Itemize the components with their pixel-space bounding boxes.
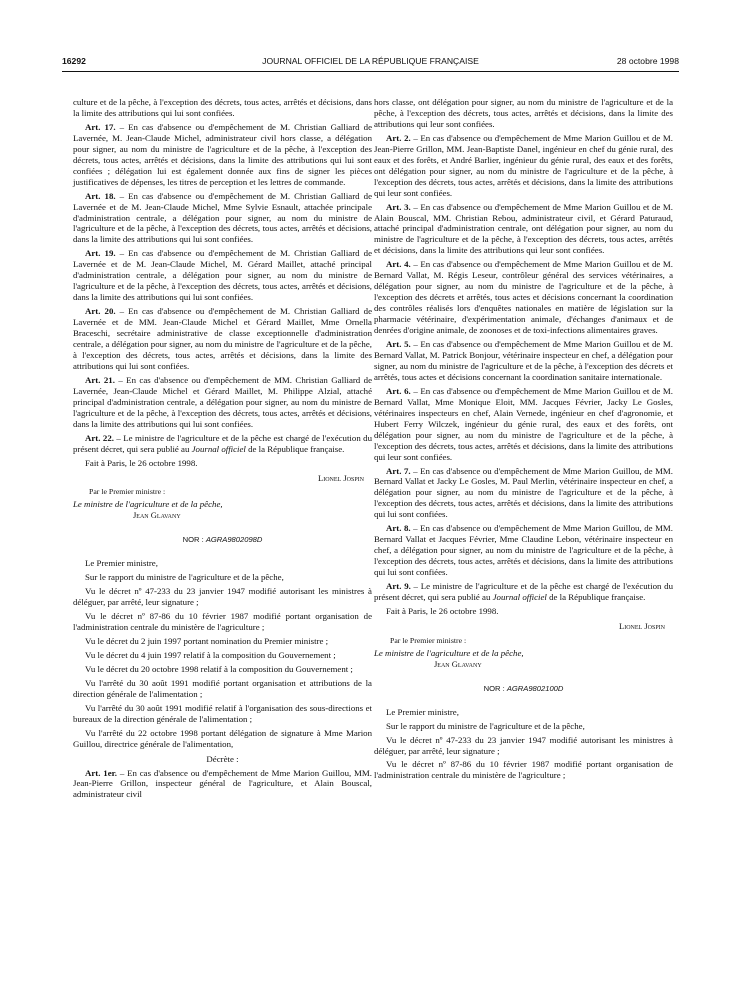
nor-code: AGRA9802098D [205,535,263,545]
decree-line: Vu le décret du 2 juin 1997 portant nomination du Premier ministre ; [85,635,329,646]
article-text: – En cas d'absence ou d'empêchement de Mme Marion Guillou et de M. Alain Bouscal, MM. Christian Rebou, administrateur civil, et Gérard Paturaud, attaché principal d'administration centrale, ont délégation pour signer, au nom du ministre de l'agriculture et de la pêche, à l'exception des décrets, tous actes, arrêtés et décisions, dans la limite des attributions qui leur sont confiées. [374,201,673,256]
decree-line: Vu le décret du 4 juin 1997 relatif à la composition du Gouvernement ; [85,649,336,660]
par-le-premier-ministre: Par le Premier ministre : [89,487,166,497]
minister-title: Le ministre de l'agriculture et de la pêche, [73,499,223,510]
nor-label: NOR : [483,683,507,693]
article-label: Art. 19. [85,248,116,259]
decree-line: Vu l'arrêté du 22 octobre 1998 portant délégation de signature à Mme Marion Guillou, directrice générale de l'alimentation, [73,727,372,749]
article-text: – En cas d'absence ou d'empêchement de Mme Marion Guillou et de M. Jean-Pierre Grillon, MM. Jean-Baptiste Danel, ingénieur en chef du génie rural, des eaux et des forêts, et André Barlier, ingénieur du génie rural, des eaux et des forêts, ont délégation pour signer, au nom du ministre de l'agriculture et de la pêche, à l'exception des décrets, tous actes, arrêtés et décisions, dans la limite des attributions qui leur sont confiées. [374,132,673,198]
minister-title: Le ministre de l'agriculture et de la pêche, [374,647,524,658]
article-text: – En cas d'absence ou d'empêchement de Mme Marion Guillou et de M. Bernard Vallat, Mme Monique Eloit, MM. Jacques Février, Jacky Le Gosles, vétérinaires inspecteurs en chef, Alain Vernede, ingénieur en chef d'agronomie, et Hubert Ferry Wilczek, ingénieur du génie rural, des eaux et des forêts, ont délégation pour signer, au nom du ministre de l'agriculture et de la pêche, à l'exception des décrets, tous actes, arrêtés et décisions, dans la limite des attributions qui leur sont confiées. [374,385,673,462]
decree-line: Vu le décret du 20 octobre 1998 relatif à la composition du Gouvernement ; [85,663,353,674]
journal-title: JOURNAL OFFICIEL DE LA RÉPUBLIQUE FRANÇAISE [262,56,479,66]
article-9 [374,581,673,603]
minister-name: Jean Glavany [434,658,482,669]
signature: Lionel Jospin [318,472,364,483]
article-label: Art. 7. [386,465,411,476]
page-number: 16292 [62,56,86,66]
page-header [62,56,679,72]
article-text: – Le ministre de l'agriculture et de la pêche est chargé de l'exécution du présent décret, qui sera publié au [374,581,673,602]
article-label: Art. 2. [386,132,411,143]
article-8 [374,523,673,578]
article-label: Art. 6. [386,385,411,396]
article-label: Art. 22. [85,432,114,443]
article-4 [374,259,673,336]
article-label: Art. 3. [386,201,411,212]
header-rule [62,71,679,72]
article-5 [374,339,673,383]
article-label: Art. 21. [85,374,115,385]
decree-line: Vu le décret nº 47-233 du 23 janvier 1947 modifié autorisant les ministres à déléguer, par arrêté, leur signature ; [73,586,372,608]
fait-a-paris: Fait à Paris, le 26 octobre 1998. [85,457,198,468]
article-text: – En cas d'absence ou d'empêchement de Mme Marion Guillou et de M. Bernard Vallat, M. Patrick Bonjour, vétérinaire inspecteur en chef, a délégation pour signer, au nom du ministre de l'agriculture et de la pêche, à l'exception des décrets et arrêtés, tous actes et décisions concernant la coordination sanitaire internationale. [374,339,673,382]
decree-line: Sur le rapport du ministre de l'agriculture et de la pêche, [85,572,284,583]
right-column [374,97,673,784]
issue-date: 28 octobre 1998 [616,56,679,66]
article-label: Art. 17. [85,121,116,132]
article-text: – En cas d'absence ou d'empêchement de M. Christian Galliard de Lavernée, M. Jean-Claude Michel, administrateur civil hors classe, a délégation pour signer, au nom du ministre de l'agriculture et de la pêche, à l'exception des décrets, tous actes, arrêtés et décisions, dans la limite des attributions qui lui sont confiées ; délégation lui est également donnée aux fins de signer les pièces justificatives de dépenses, les titres de perception et les lettres de commande. [73,121,372,187]
article-label: Art. 4. [386,259,411,270]
article-3 [374,202,673,257]
article-20 [73,306,372,372]
decrete: Décrète : [206,753,239,764]
nor-reference [73,535,372,546]
article-label: Art. 20. [85,306,116,317]
article-1 [73,768,372,801]
article-text: – En cas d'absence ou d'empêchement de Mme Marion Guillou, MM. Jean-Pierre Grillon, inspecteur général de l'agriculture, et Alain Bouscal, administrateur civil [73,767,372,800]
article-label: Art. 18. [85,190,116,201]
decree-line: Le Premier ministre, [386,706,459,717]
article-text: – En cas d'absence ou d'empêchement de Mme Marion Guillou, de MM. Bernard Vallat et Jacky Le Gosles, M. Paul Merlin, vétérinaire inspecteur en chef, a délégation pour signer, au nom du ministre de l'agriculture et de la pêche, à l'exception des décrets, tous actes, arrêtés et décisions, dans la limite des attributions qui lui sont confiées. [374,465,674,520]
article-label: Art. 9. [386,581,411,592]
par-le-premier-ministre: Par le Premier ministre : [390,635,467,645]
decree-line: Vu le décret nº 47-233 du 23 janvier 1947 modifié autorisant les ministres à déléguer, par arrêté, leur signature ; [374,734,673,756]
article-text: – En cas d'absence ou d'empêchement de Mme Marion Guillou, de MM. Bernard Vallat et Jacques Février, Mme Claudine Lebon, vétérinaire inspecteur en chef, a délégation pour signer, au nom du ministre de l'agriculture et de la pêche, à l'exception des décrets, tous actes, arrêtés et décisions, dans la limite des attributions qui lui sont confiées. [374,523,674,578]
article-text: – Le ministre de l'agriculture et de la pêche est chargé de l'exécution du présent décret, qui sera publié au [73,432,373,454]
article-2 [374,133,673,199]
nor-code: AGRA9802100D [506,683,564,693]
article-7 [374,466,673,521]
journal-officiel-ref: Journal officiel [492,591,547,602]
article-21 [73,375,372,430]
decree-line: Vu le décret nº 87-86 du 10 février 1987 modifié portant organisation de l'administration centrale du ministère de l'agriculture ; [73,611,372,633]
article-text: – En cas d'absence ou d'empêchement de MM. Christian Galliard de Lavernée, Jean-Claude Michel et Gérard Maillet, M. Philippe Alzial, attaché principal d'administration centrale, a délégation pour signer, au nom du ministre de l'agriculture et de la pêche, à l'exception des décrets, tous actes, arrêtés et décisions, dans la limite des attributions qui lui sont confiées. [73,374,372,429]
article-text: – En cas d'absence ou d'empêchement de M. Christian Galliard de Lavernée et de M. Jean-Claude Michel, Mme Sylvie Esnault, attachée principale d'administration centrale, a délégation pour signer, au nom du ministre de l'agriculture et de la pêche, à l'exception des décrets, tous actes, arrêtés et décisions, dans la limite des attributions qui lui sont confiées. [73,190,372,245]
decree-line: Vu l'arrêté du 30 août 1991 modifié portant organisation et attributions de la direction générale de l'alimentation ; [73,677,372,699]
decree-line: Vu le décret nº 87-86 du 10 février 1987 modifié portant organisation de l'administration centrale du ministère de l'agriculture ; [374,759,673,781]
article-text: de la République française. [245,443,345,454]
signature: Lionel Jospin [619,620,665,631]
paragraph: hors classe, ont délégation pour signer, au nom du ministre de l'agriculture et de la pêche, à l'exception des décrets, tous actes, arrêtés et décisions, dans la limite des attributions qui leur sont confiées. [374,97,673,129]
paragraph: culture et de la pêche, à l'exception des décrets, tous actes, arrêtés et décisions, dans la limite des attributions qui lui sont confiées. [73,97,372,118]
article-text: de la République française. [546,591,646,602]
article-text: – En cas d'absence ou d'empêchement de Mme Marion Guillou et de M. Bernard Vallat, M. Régis Leseur, contrôleur général des services vétérinaires, a délégation pour signer, au nom du ministre de l'agriculture et de la pêche, à l'exception des décrets et arrêtés, tous actes et décisions concernant la coordination des contrôles réalisés lors d'enquêtes nationales en matière de législation sur la pharmacie vétérinaire, d'expérimentation animale, d'échanges d'animaux et de denrées d'origine animale, de zoonoses et de toxi-infections alimentaires graves. [374,259,673,336]
decree-line: Le Premier ministre, [85,558,158,569]
article-22 [73,433,372,455]
article-label: Art. 1er. [85,767,117,778]
left-column [73,97,372,803]
article-label: Art. 8. [386,523,411,534]
nor-label: NOR : [182,535,206,545]
nor-reference [374,684,673,695]
article-18 [73,191,372,246]
article-text: – En cas d'absence ou d'empêchement de M. Christian Galliard de Lavernée et de M. Jean-Claude Michel, M. Gérard Maillet, attaché principal d'administration centrale, a délégation pour signer, au nom du ministre de l'agriculture et de la pêche, à l'exception des décrets, tous actes, arrêtés et décisions, dans la limite des attributions qui lui sont confiées. [73,248,372,303]
journal-officiel-ref: Journal officiel [191,443,246,454]
article-text: – En cas d'absence ou d'empêchement de M. Christian Galliard de Lavernée et de MM. Jean-Claude Michel et Gérard Maillet, Mme Ornella Braceschi, secrétaire administrative de classe exceptionnelle d'administration centrale, a délégation pour signer, au nom du ministre de l'agriculture et de la pêche, à l'exception des décrets, tous actes, arrêtés et décisions, dans la limite des attributions qui lui sont confiées. [73,306,372,371]
article-19 [73,248,372,303]
minister-name: Jean Glavany [133,510,181,521]
decree-line: Vu l'arrêté du 30 août 1991 modifié relatif à l'organisation des sous-directions et bureaux de la direction générale de l'alimentation ; [73,702,372,724]
article-label: Art. 5. [386,339,411,350]
article-6 [374,386,673,463]
decree-line: Sur le rapport du ministre de l'agriculture et de la pêche, [386,720,585,731]
article-17 [73,122,372,188]
fait-a-paris: Fait à Paris, le 26 octobre 1998. [386,605,499,616]
